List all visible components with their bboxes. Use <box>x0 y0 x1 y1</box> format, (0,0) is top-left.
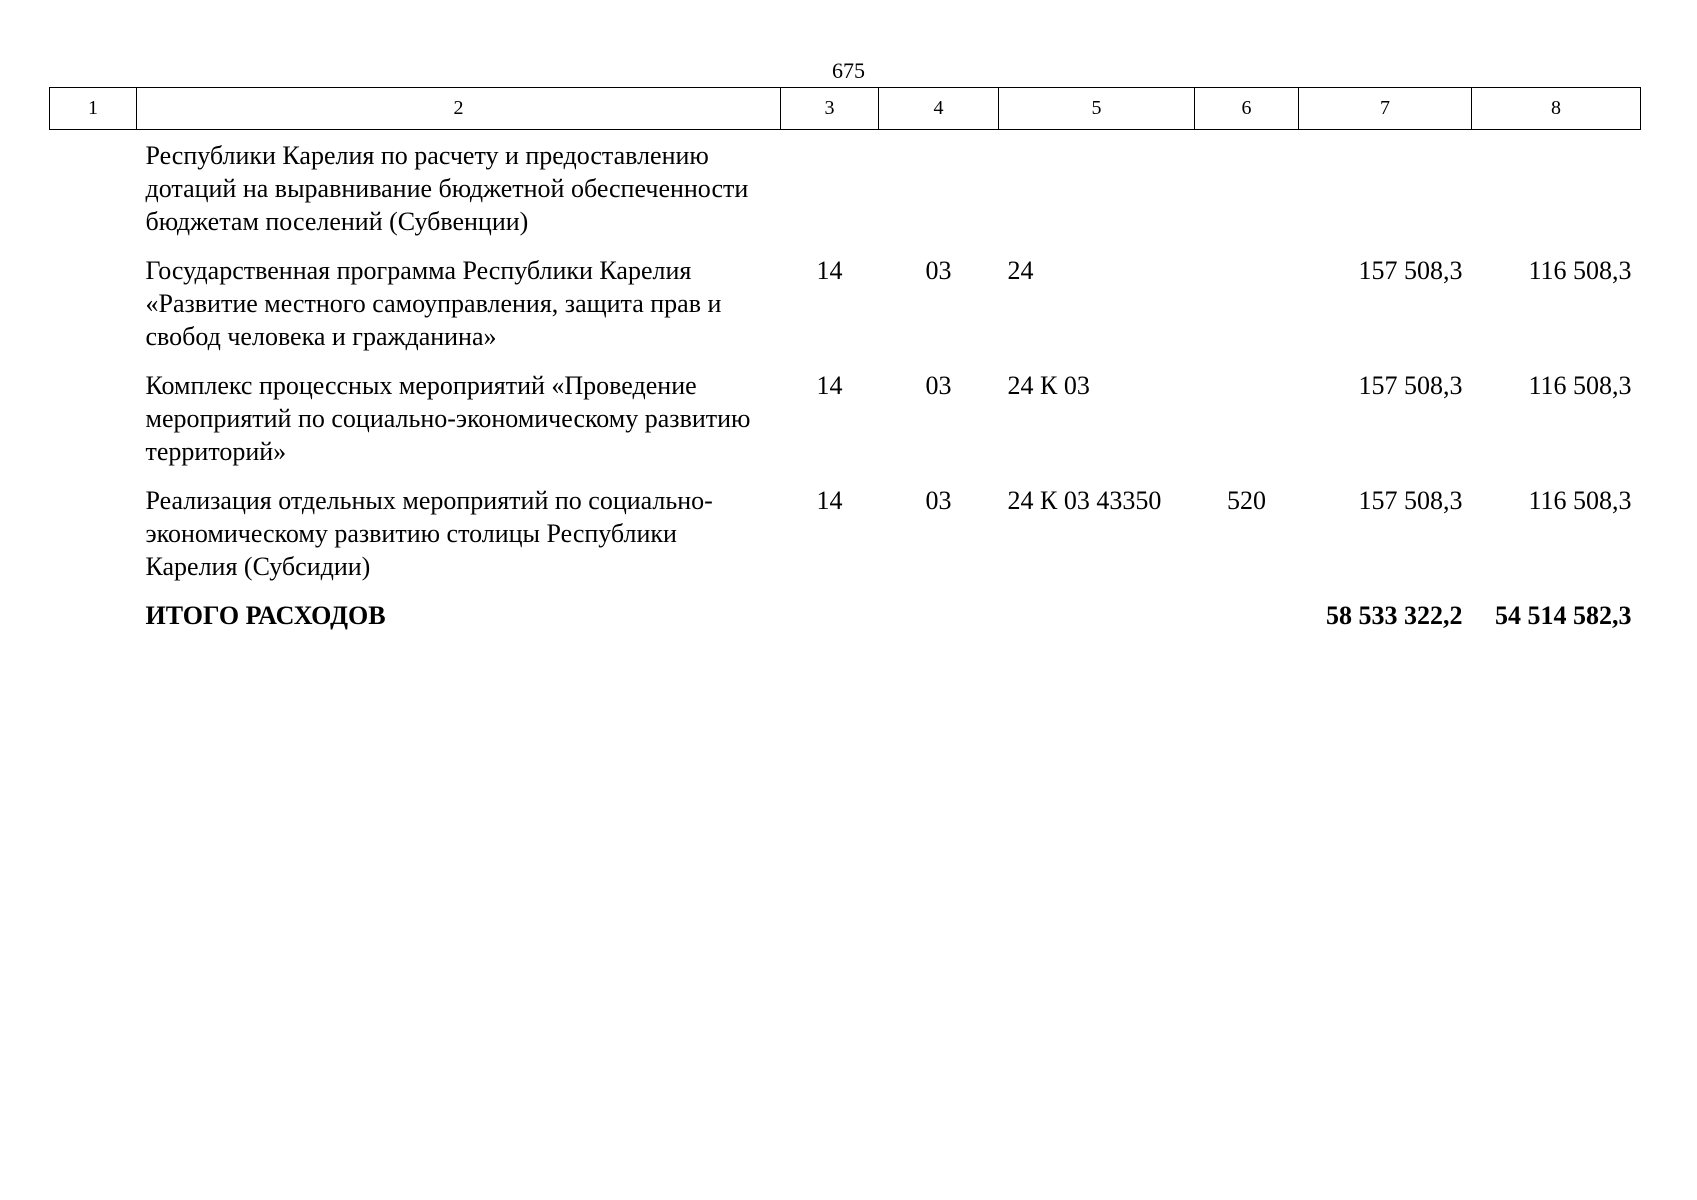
empty-cell <box>50 254 137 369</box>
header-cell: 1 <box>50 88 137 130</box>
row-name: Комплекс процессных мероприятий «Проведение мероприятий по социально-экономическому развитию территорий» <box>145 371 751 466</box>
table-row <box>50 484 1641 599</box>
row-name: Реализация отдельных мероприятий по социально-экономическому развитию столицы Республики Карелия (Субсидии) <box>145 486 713 581</box>
row-sum2: 116 508,3 <box>1528 256 1632 285</box>
empty-cell <box>50 599 137 632</box>
row-section: 14 <box>816 256 843 285</box>
total-row <box>50 599 1641 632</box>
row-section: 14 <box>816 371 843 400</box>
table-row <box>50 369 1641 484</box>
row-sum2: 116 508,3 <box>1528 371 1632 400</box>
row-subsection: 03 <box>925 371 952 400</box>
row-subsection <box>879 130 999 255</box>
row-target: 24 <box>1007 256 1034 285</box>
row-name: Республики Карелия по расчету и предоставлению дотаций на выравнивание бюджетной обеспеченности бюджетам поселений (Субвенции) <box>145 141 749 236</box>
total-sum1: 58 533 322,2 <box>1326 601 1463 630</box>
row-sum2: 116 508,3 <box>1528 486 1632 515</box>
header-cell: 8 <box>1472 88 1641 130</box>
empty-cell <box>50 369 137 484</box>
row-target: 24 К 03 43350 <box>1007 486 1162 515</box>
row-section: 14 <box>816 486 843 515</box>
row-sum1: 157 508,3 <box>1358 486 1463 515</box>
row-name: Государственная программа Республики Карелия «Развитие местного самоуправления, защита прав и свобод человека и гражданина» <box>145 256 722 351</box>
header-cell: 7 <box>1299 88 1472 130</box>
row-sum2 <box>1472 130 1641 255</box>
total-label: ИТОГО РАСХОДОВ <box>145 601 386 630</box>
row-type: 520 <box>1227 486 1266 515</box>
row-type <box>1195 130 1299 255</box>
budget-table <box>49 87 1641 632</box>
row-type <box>1195 254 1299 369</box>
empty-cell <box>50 484 137 599</box>
header-cell: 5 <box>999 88 1195 130</box>
row-target <box>999 130 1195 255</box>
header-cell: 6 <box>1195 88 1299 130</box>
header-cell: 4 <box>879 88 999 130</box>
table-row <box>50 130 1641 255</box>
row-type <box>1195 369 1299 484</box>
row-sum1: 157 508,3 <box>1358 256 1463 285</box>
row-sum1 <box>1299 130 1472 255</box>
empty-cell <box>1195 599 1299 632</box>
empty-cell <box>999 599 1195 632</box>
row-section <box>781 130 879 255</box>
total-sum2: 54 514 582,3 <box>1495 601 1632 630</box>
page-number: 675 <box>832 58 865 83</box>
empty-cell <box>879 599 999 632</box>
header-cell: 3 <box>781 88 879 130</box>
header-cell: 2 <box>137 88 781 130</box>
table-row <box>50 254 1641 369</box>
row-subsection: 03 <box>925 486 952 515</box>
header-row <box>50 88 1641 130</box>
row-subsection: 03 <box>925 256 952 285</box>
row-sum1: 157 508,3 <box>1358 371 1463 400</box>
row-target: 24 К 03 <box>1007 371 1090 400</box>
empty-cell <box>50 130 137 255</box>
empty-cell <box>781 599 879 632</box>
